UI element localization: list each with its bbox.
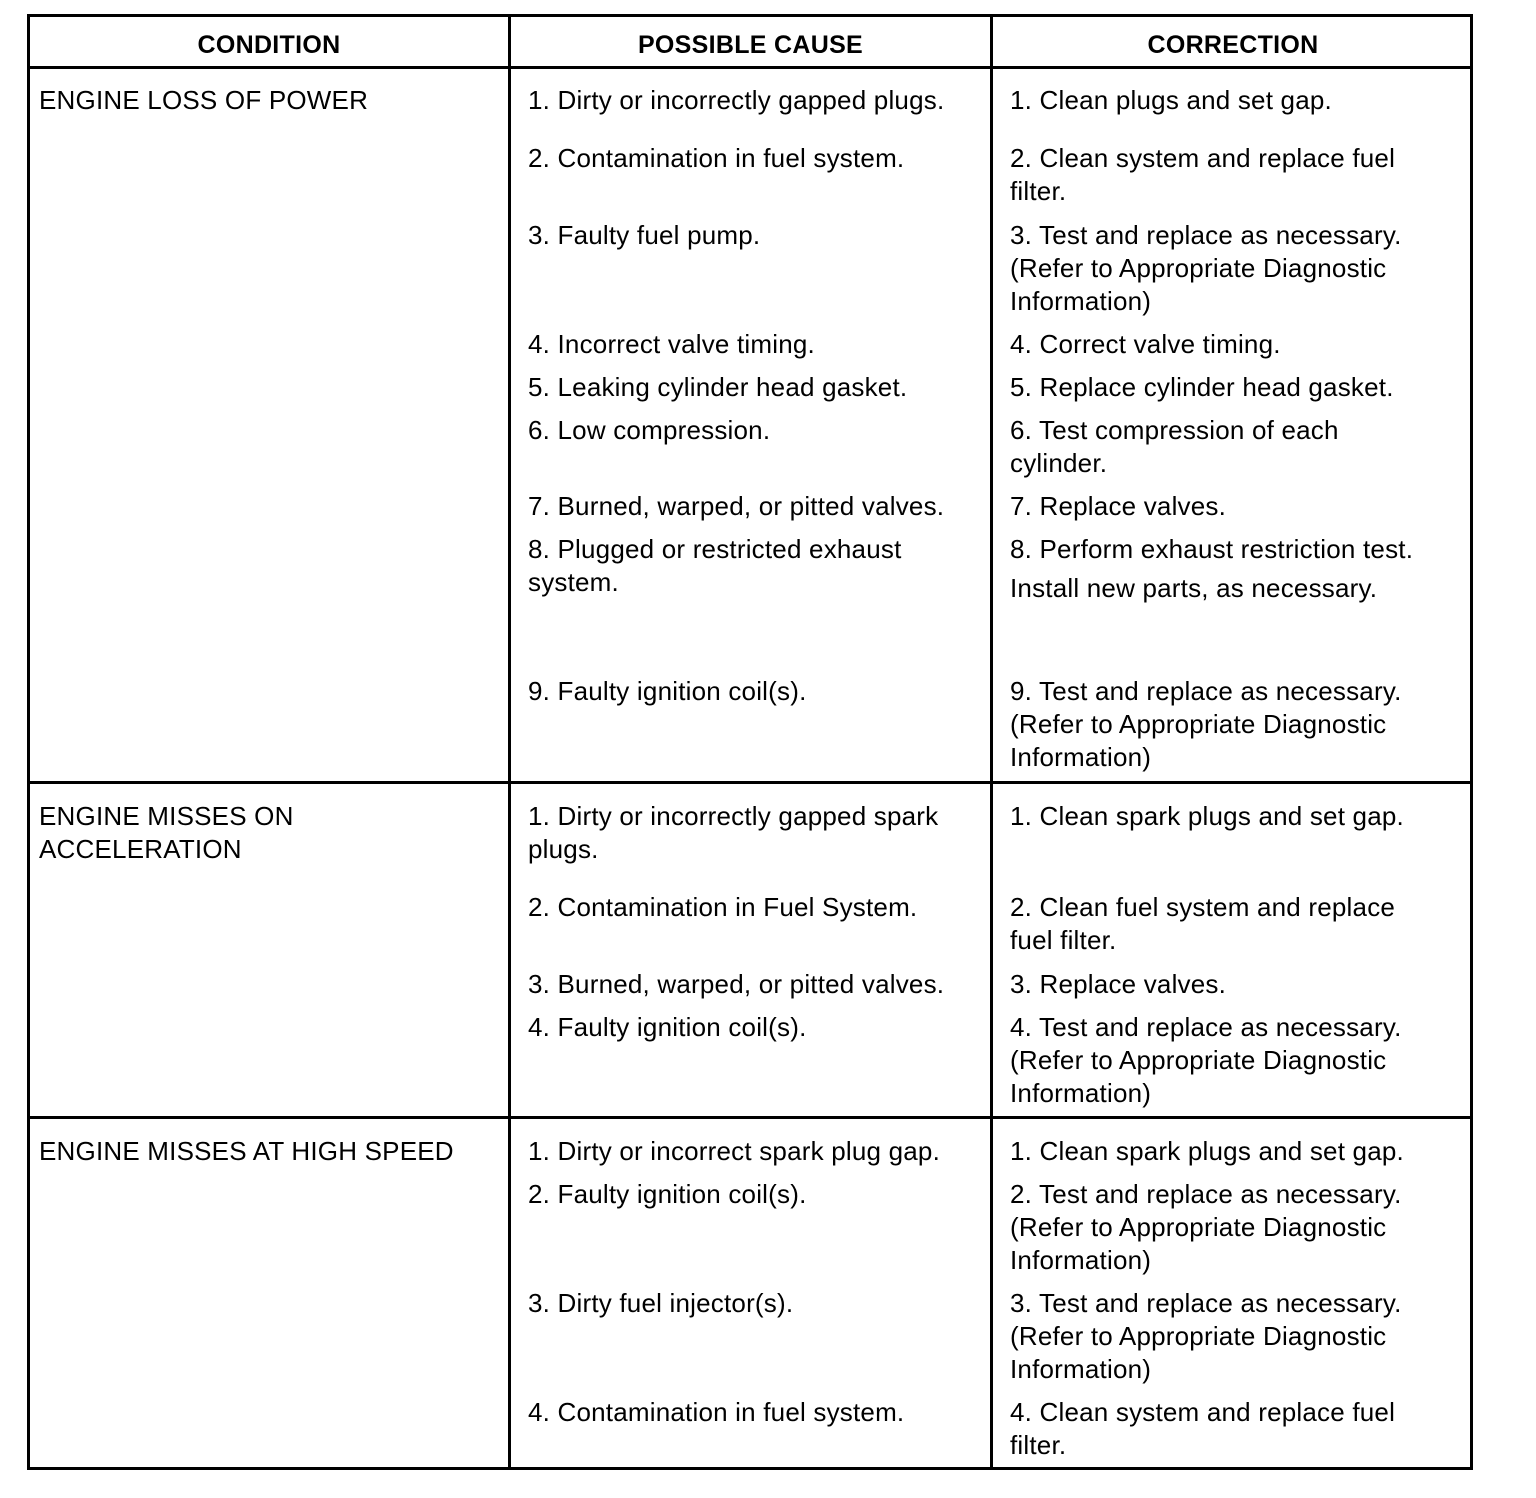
troubleshooting-table (27, 14, 1473, 1470)
cause-cell: 8. Plugged or restricted exhaust system. (528, 534, 902, 597)
correction-cell: 9. Test and replace as necessary. (Refer to Appropriate Diagnostic Information) (1010, 676, 1402, 772)
correction-cell: 4. Correct valve timing. (1010, 329, 1281, 359)
cause-cell: 3. Faulty fuel pump. (528, 220, 761, 250)
header-correction: CORRECTION (1147, 31, 1319, 59)
correction-cell: 4. Clean system and replace fuel filter. (1010, 1397, 1396, 1460)
cause-cell: 2. Contamination in fuel system. (528, 143, 905, 173)
cause-cell: 1. Dirty or incorrect spark plug gap. (528, 1136, 941, 1166)
correction-cell: 2. Clean system and replace fuel filter. (1010, 143, 1396, 206)
cause-cell: 6. Low compression. (528, 415, 771, 445)
correction-cell: 5. Replace cylinder head gasket. (1010, 372, 1394, 402)
section-divider (30, 1116, 1470, 1119)
condition-cell: ENGINE MISSES ON ACCELERATION (39, 801, 294, 864)
cause-cell: 2. Contamination in Fuel System. (528, 892, 918, 922)
header-possible-cause: POSSIBLE CAUSE (637, 31, 864, 59)
cause-cell: 1. Dirty or incorrectly gapped spark plugs. (528, 801, 939, 864)
column-divider (990, 17, 993, 1467)
cause-cell: 4. Incorrect valve timing. (528, 329, 815, 359)
cause-cell: 2. Faulty ignition coil(s). (528, 1179, 807, 1209)
cause-cell: 3. Dirty fuel injector(s). (528, 1288, 794, 1318)
section-divider (30, 781, 1470, 784)
correction-cell: 1. Clean spark plugs and set gap. (1010, 1136, 1404, 1166)
cause-cell: 4. Faulty ignition coil(s). (528, 1012, 807, 1042)
cause-cell: 7. Burned, warped, or pitted valves. (528, 491, 945, 521)
condition-cell: ENGINE LOSS OF POWER (39, 85, 369, 115)
correction-cell: 2. Test and replace as necessary. (Refer to Appropriate Diagnostic Information) (1010, 1179, 1402, 1275)
cause-cell: 9. Faulty ignition coil(s). (528, 676, 807, 706)
correction-cell: 8. Perform exhaust restriction test. (1010, 534, 1414, 564)
correction-cell: 7. Replace valves. (1010, 491, 1227, 521)
cause-cell: 5. Leaking cylinder head gasket. (528, 372, 908, 402)
correction-note: Install new parts, as necessary. (1010, 573, 1378, 603)
condition-cell: ENGINE MISSES AT HIGH SPEED (39, 1136, 454, 1166)
cause-cell: 3. Burned, warped, or pitted valves. (528, 969, 945, 999)
correction-cell: 1. Clean plugs and set gap. (1010, 85, 1332, 115)
correction-cell: 3. Replace valves. (1010, 969, 1227, 999)
header-condition: CONDITION (197, 31, 341, 59)
correction-cell: 1. Clean spark plugs and set gap. (1010, 801, 1404, 831)
cause-cell: 1. Dirty or incorrectly gapped plugs. (528, 85, 945, 115)
correction-cell: 3. Test and replace as necessary. (Refer to Appropriate Diagnostic Information) (1010, 1288, 1402, 1384)
correction-cell: 6. Test compression of each cylinder. (1010, 415, 1339, 478)
cause-cell: 4. Contamination in fuel system. (528, 1397, 905, 1427)
correction-cell: 4. Test and replace as necessary. (Refer to Appropriate Diagnostic Information) (1010, 1012, 1402, 1108)
correction-cell: 3. Test and replace as necessary. (Refer to Appropriate Diagnostic Information) (1010, 220, 1402, 316)
column-divider (508, 17, 511, 1467)
header-divider (30, 66, 1470, 69)
correction-cell: 2. Clean fuel system and replace fuel filter. (1010, 892, 1396, 955)
